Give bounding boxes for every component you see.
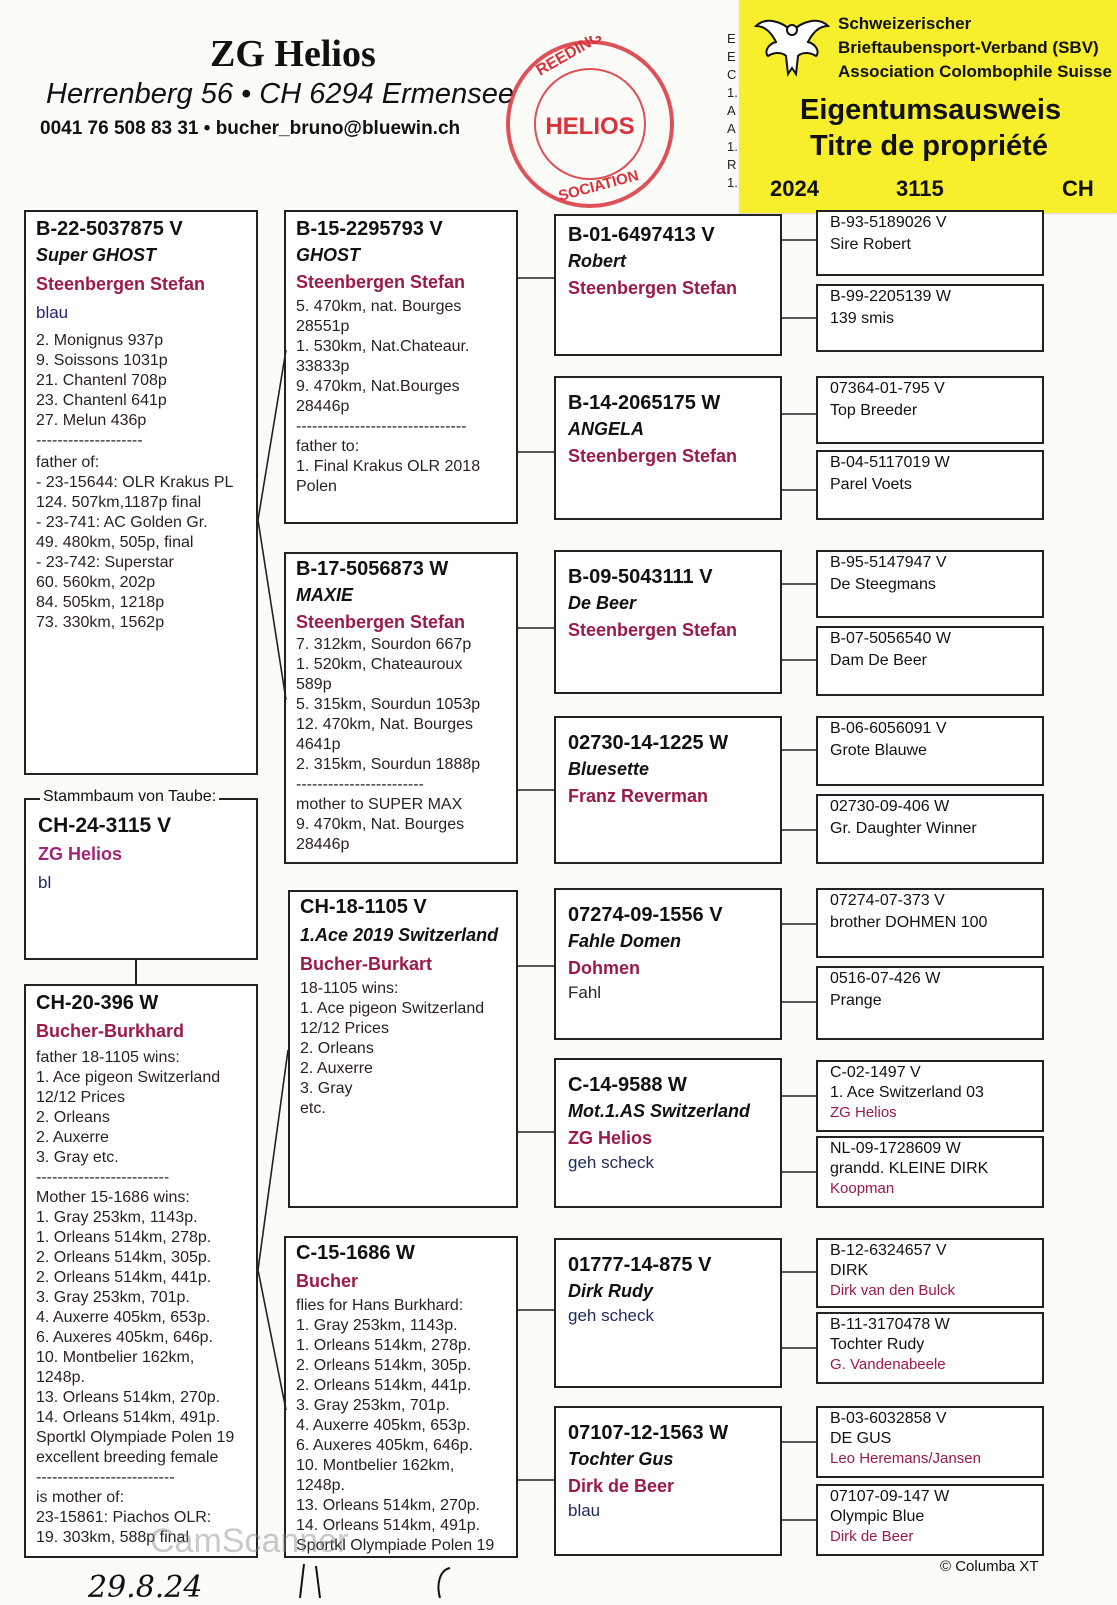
- gen4-ring: 07364-01-795 V: [830, 380, 945, 397]
- gen4-name: brother DOHMEN 100: [830, 914, 988, 931]
- gen3-ring: B-01-6497413 V: [568, 224, 715, 246]
- sticker-title-fr: Titre de propriété: [810, 130, 1048, 162]
- gen4-ring: 0516-07-426 W: [830, 970, 941, 987]
- gen3-name: ANGELA: [568, 419, 644, 439]
- gen4-name: 1. Ace Switzerland 03: [830, 1084, 984, 1101]
- gen4-ring: 07274-07-373 V: [830, 892, 945, 909]
- gen4-name: Olympic Blue: [830, 1508, 925, 1525]
- gen4-name: Gr. Daughter Winner: [830, 820, 977, 837]
- gen3-owner: Franz Reverman: [568, 786, 709, 806]
- gen4-name: Prange: [830, 992, 882, 1009]
- gen4-owner: ZG Helios: [830, 1104, 897, 1121]
- gen4-owner: Dirk de Beer: [830, 1528, 914, 1545]
- gen3-name: Tochter Gus: [568, 1449, 674, 1469]
- subject-color: bl: [38, 873, 52, 892]
- gen3-color: geh scheck: [568, 1153, 654, 1172]
- sticker-org-de: Schweizerischer: [838, 14, 972, 33]
- gen2-ring: CH-18-1105 V: [300, 896, 427, 918]
- copyright: © Columba XT: [940, 1558, 1039, 1575]
- gen3-ring: 02730-14-1225 W: [568, 732, 729, 754]
- gen4-owner: Dirk van den Bulck: [830, 1282, 956, 1299]
- sticker-country: CH: [1062, 176, 1094, 201]
- gen4-ring: B-12-6324657 V: [830, 1242, 947, 1259]
- gen3-ring: 01777-14-875 V: [568, 1254, 712, 1276]
- gen4-ring: 07107-09-147 W: [830, 1488, 950, 1505]
- gen4-owner: Leo Heremans/Jansen: [830, 1450, 981, 1467]
- gen4-name: De Steegmans: [830, 576, 936, 593]
- sire-divider: --------------------: [36, 432, 143, 449]
- subject-owner: ZG Helios: [38, 844, 123, 864]
- gen3-name: Dirk Rudy: [568, 1281, 654, 1301]
- gen3-color: blau: [568, 1501, 601, 1520]
- sire-name: Super GHOST: [36, 245, 157, 265]
- svg-text:SOCIATION: SOCIATION: [556, 167, 641, 205]
- gen4-owner: G. Vandenabeele: [830, 1356, 946, 1373]
- gen2-ring: C-15-1686 W: [296, 1242, 415, 1264]
- sticker-title-de: Eigentumsausweis: [800, 94, 1062, 126]
- gen3-color: Fahl: [568, 983, 602, 1002]
- sire-owner: Steenbergen Stefan: [36, 274, 206, 294]
- svg-text:REEDING: REEDING: [533, 36, 606, 80]
- gen2-name: MAXIE: [296, 585, 354, 605]
- gen4-ring: B-93-5189026 V: [830, 214, 947, 231]
- dam-ring: CH-20-396 W: [36, 992, 159, 1014]
- gen4-ring: B-99-2205139 W: [830, 288, 951, 305]
- dam-owner: Bucher-Burkhard: [36, 1021, 185, 1041]
- gen3-ring: B-14-2065175 W: [568, 392, 721, 414]
- gen3-ring: 07274-09-1556 V: [568, 904, 723, 926]
- sire-results: 2. Monignus 937p 9. Soissons 1031p 21. Chantenl 708p 23. Chantenl 641p 27. Melun 436p: [36, 332, 168, 429]
- gen3-color: geh scheck: [568, 1306, 654, 1325]
- gen4-name: Tochter Rudy: [830, 1336, 925, 1353]
- gen3-owner: ZG Helios: [568, 1128, 653, 1148]
- gen3-ring: B-09-5043111 V: [568, 566, 713, 588]
- dam-mother-wins: Mother 15-1686 wins: 1. Gray 253km, 1143p. 1. Orleans 514km, 278p. 2. Orleans 514km, 305p. 2. Orleans 514km, 441p. 3. Gray 253km, 701p. 4. Auxerre 405km, 653p. 6. Auxeres 405km, 646p. 10. Montbelier 162km, 1248p. 13. Orleans 514km, 270p. 14. Orleans 514km, 491p. Sportkl Olympiade Polen 19 excellent breeding female: [36, 1189, 235, 1466]
- gen3-owner: Dohmen: [568, 958, 640, 978]
- gen3-name: Bluesette: [568, 759, 650, 779]
- gen2-results: flies for Hans Burkhard: 1. Gray 253km, 1143p. 1. Orleans 514km, 278p. 2. Orleans 514km, 305p. 2. Orleans 514km, 441p. 3. Gray 253km, 701p. 4. Auxerre 405km, 653p. 6. Auxeres 405km, 646p. 10. Montbelier 162km, 1248p. 13. Orleans 514km, 270p. 14. Orleans 514km, 491p. Sportkl Olympiade Polen 19: [296, 1297, 495, 1554]
- sticker-number: 3115: [896, 176, 944, 201]
- gen3-ring: C-14-9588 W: [568, 1074, 687, 1096]
- gen3-owner: Steenbergen Stefan: [568, 278, 738, 298]
- gen4-ring: B-06-6056091 V: [830, 720, 947, 737]
- gen4-ring: B-11-3170478 W: [830, 1316, 950, 1333]
- gen3-ring: 07107-12-1563 W: [568, 1422, 729, 1444]
- gen4-ring: C-02-1497 V: [830, 1064, 921, 1081]
- gen2-ring: B-17-5056873 W: [296, 558, 449, 580]
- stamp-center-text: HELIOS: [545, 113, 635, 140]
- gen4-name: Grote Blauwe: [830, 742, 927, 759]
- sticker-org-fr: Association Colombophile Suisse: [838, 62, 1112, 81]
- gen4-ring: NL-09-1728609 W: [830, 1140, 961, 1157]
- gen3-name: Mot.1.AS Switzerland: [568, 1101, 751, 1121]
- gen4-name: DIRK: [830, 1262, 869, 1279]
- subject-ring: CH-24-3115 V: [38, 814, 172, 837]
- gen3-owner: Steenbergen Stefan: [568, 446, 738, 466]
- gen4-ring: B-04-5117019 W: [830, 454, 950, 471]
- gen4-name: 139 smis: [830, 310, 895, 327]
- dam-father-wins: father 18-1105 wins: 1. Ace pigeon Switzerland 12/12 Prices 2. Orleans 2. Auxerre 3. Gray etc.: [36, 1049, 221, 1166]
- gen4-name: Top Breeder: [830, 402, 918, 419]
- sire-color: blau: [36, 303, 69, 322]
- gen4-name: Sire Robert: [830, 236, 911, 253]
- breeder-address: Herrenberg 56 • CH 6294 Ermensee: [46, 78, 514, 110]
- signature-strokes: [290, 1560, 490, 1605]
- gen3-owner: Steenbergen Stefan: [568, 620, 738, 640]
- sticker-org-de2: Brieftaubensport-Verband (SBV): [838, 38, 1099, 57]
- sire-notes: father of: - 23-15644: OLR Krakus PL 124. 507km,1187p final - 23-741: AC Golden Gr. 49. 480km, 505p, final - 23-742: Superstar 60. 560km, 202p 84. 505km, 1218p 73. 330km, 1562p: [36, 454, 234, 631]
- sire-ring: B-22-5037875 V: [36, 218, 183, 240]
- gen3-name: Fahle Domen: [568, 931, 682, 951]
- gen3-owner: Dirk de Beer: [568, 1476, 675, 1496]
- dam-divider-2: --------------------------: [36, 1469, 175, 1486]
- dam-mother-of: is mother of: 23-15861: Piachos OLR: 19. 303km, 588p final: [36, 1489, 212, 1546]
- gen2-results: 18-1105 wins: 1. Ace pigeon Switzerland 12/12 Prices 2. Orleans 2. Auxerre 3. Gray etc.: [300, 980, 485, 1117]
- gen4-owner: Koopman: [830, 1180, 895, 1197]
- gen4-name: Parel Voets: [830, 476, 912, 493]
- subject-label: Stammbaum von Taube:: [40, 788, 219, 806]
- gen2-owner: Bucher-Burkart: [300, 954, 433, 974]
- gen4-name: grandd. KLEINE DIRK: [830, 1160, 989, 1177]
- gen4-ring: B-95-5147947 V: [830, 554, 947, 571]
- gen2-owner: Steenbergen Stefan: [296, 612, 466, 632]
- gen3-name: Robert: [568, 251, 626, 271]
- gen4-ring: 02730-09-406 W: [830, 798, 950, 815]
- gen2-name: 1.Ace 2019 Switzerland: [300, 925, 499, 945]
- scanner-watermark: CamScanner: [150, 1522, 349, 1560]
- gen2-owner: Steenbergen Stefan: [296, 272, 466, 292]
- gen2-results: 7. 312km, Sourdon 667p 1. 520km, Chateauroux 589p 5. 315km, Sourdun 1053p 12. 470km, Nat. Bourges 4641p 2. 315km, Sourdun 1888p ------------------------ mother to SUPER MAX 9. 470km, Nat. Bourges 28446p: [296, 636, 481, 853]
- breeder-title: ZG Helios: [210, 33, 376, 75]
- gen2-name: GHOST: [296, 245, 361, 265]
- sticker-year: 2024: [770, 176, 819, 201]
- gen2-owner: Bucher: [296, 1271, 359, 1291]
- dam-divider: -------------------------: [36, 1169, 170, 1186]
- gen2-ring: B-15-2295793 V: [296, 218, 443, 240]
- gen2-results: 5. 470km, nat. Bourges 28551p 1. 530km, Nat.Chateaur. 33833p 9. 470km, Nat.Bourges 28446p -------------------------------- father to: 1. Final Krakus OLR 2018 Polen: [296, 298, 481, 495]
- partial-text-column: E E C 1. A A 1. R 1.: [727, 31, 738, 190]
- gen4-name: DE GUS: [830, 1430, 892, 1447]
- gen3-name: De Beer: [568, 593, 637, 613]
- gen4-ring: B-03-6032858 V: [830, 1410, 947, 1427]
- breeder-contact: 0041 76 508 83 31 • bucher_bruno@bluewin.ch: [40, 118, 461, 139]
- gen4-ring: B-07-5056540 W: [830, 630, 951, 647]
- gen4-name: Dam De Beer: [830, 652, 927, 669]
- handwritten-date: 29.8.24: [88, 1570, 203, 1605]
